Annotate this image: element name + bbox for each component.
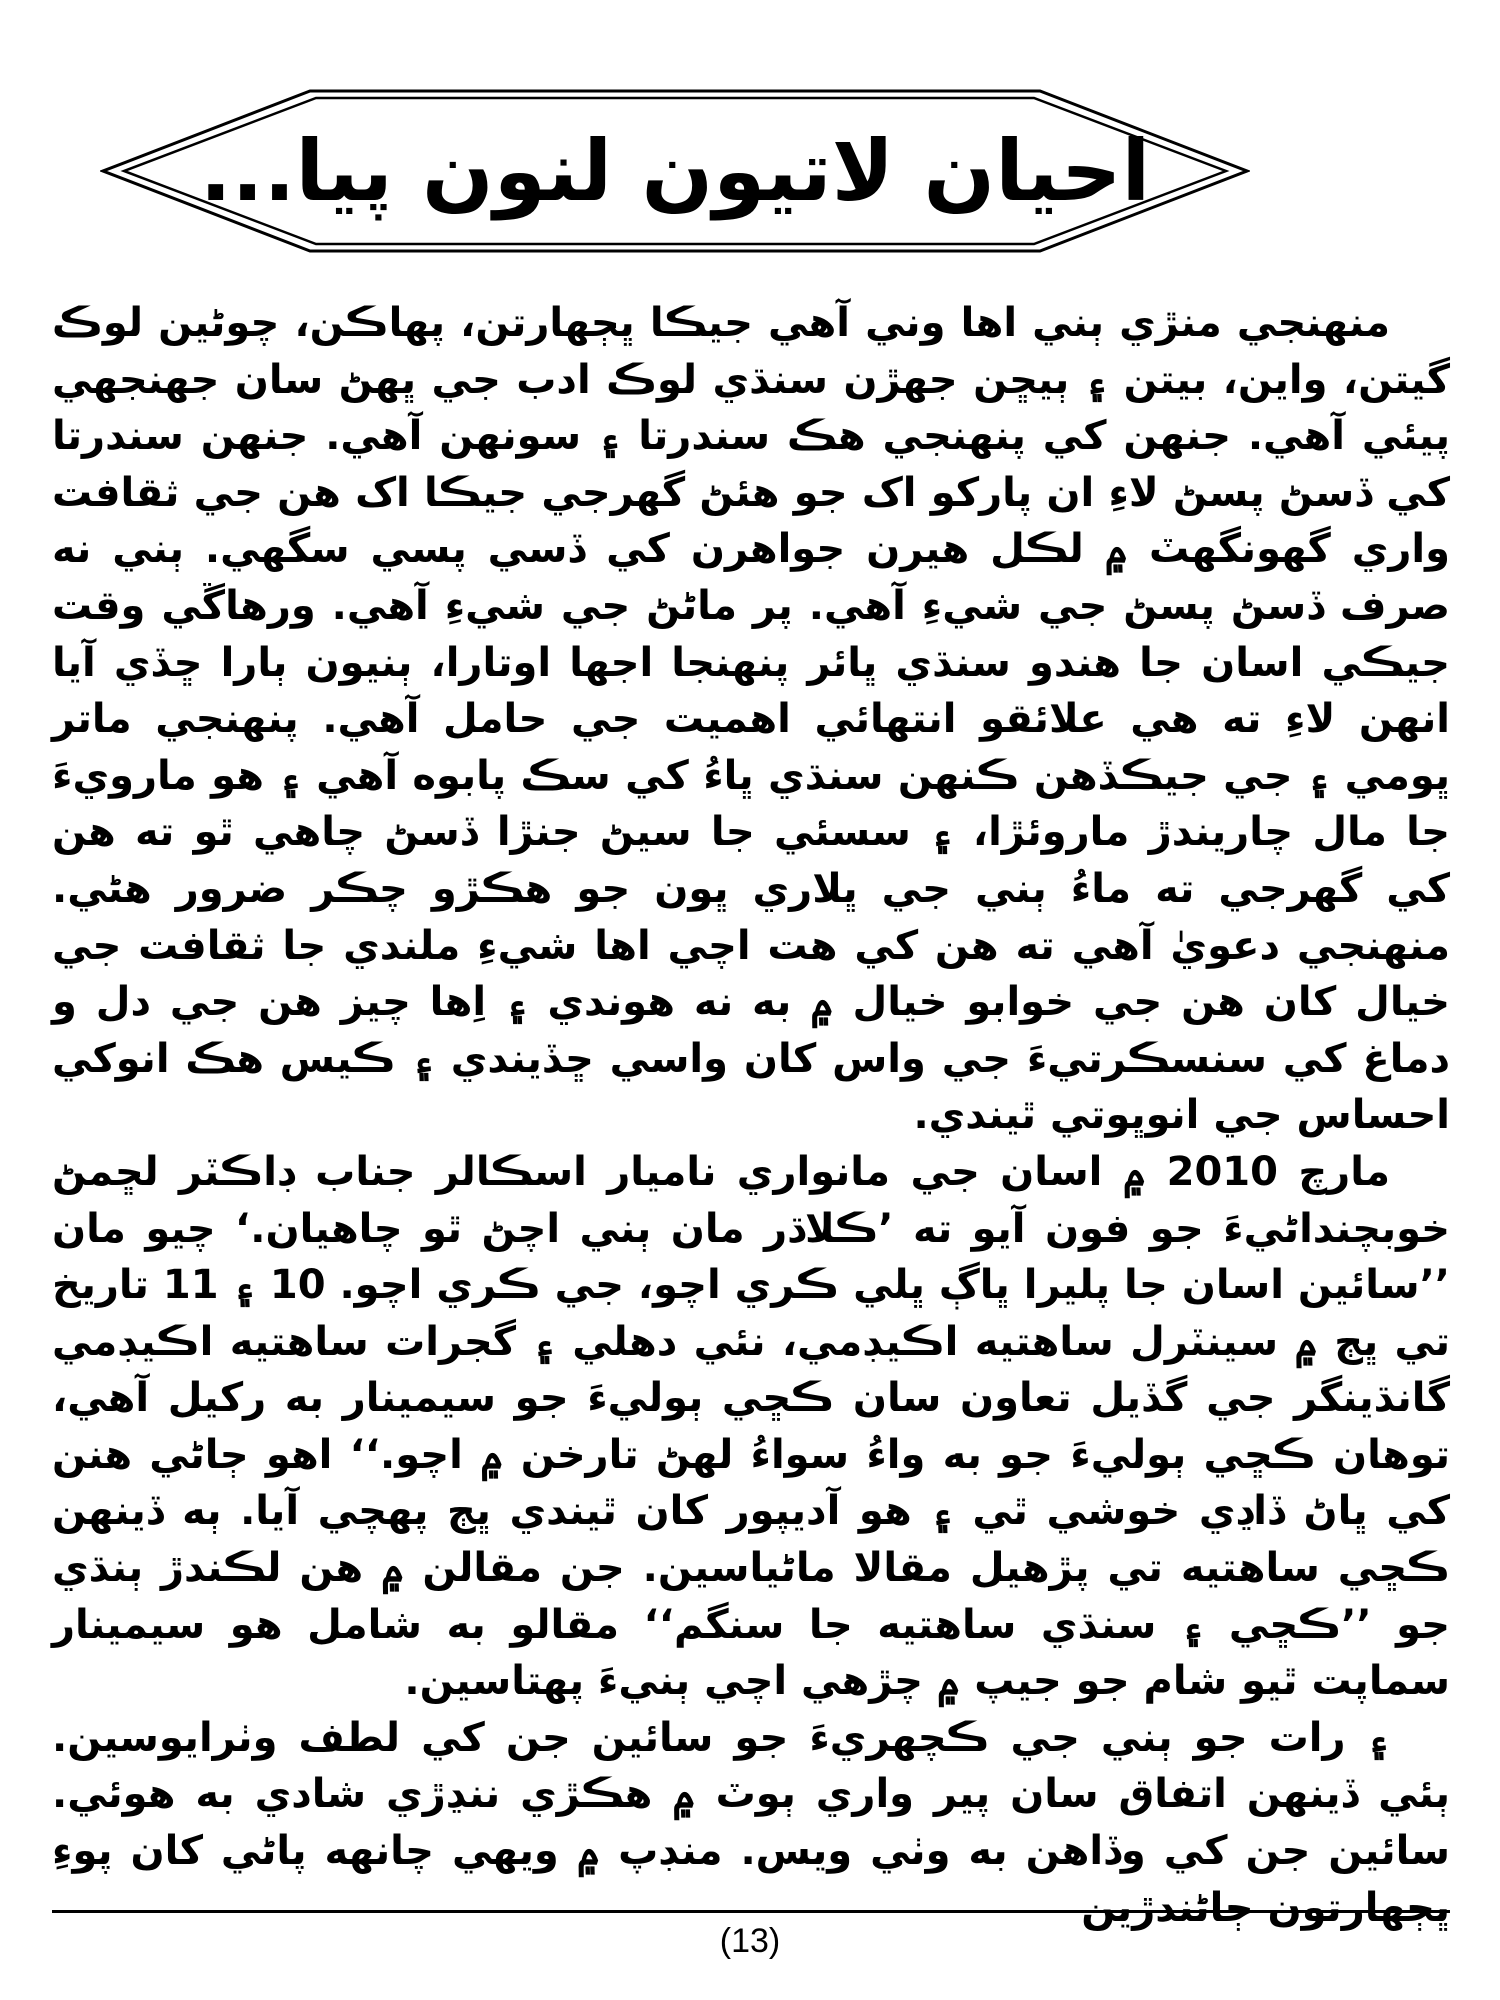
footer-divider [52, 1910, 1450, 1913]
title-banner [100, 88, 1250, 254]
paragraph: ۽ رات جو ٻني جي ڪچهريءَ جو سائين جن کي لطف وٺرايوسين. ٻئي ڏينهن اتفاق سان پير واري ٻوٽ ۾ هڪڙي ننڍڙي شادي به هوئي. سائين جن کي وڏاهن به وٺي ويس. منڊپ ۾ ويهي چانهه پاڻي کان پوءِ ڀڄهارتون ڄاڻندڙين [52, 1714, 1450, 1931]
paragraph: مارچ 2010 ۾ اسان جي مانواري ناميار اسڪالر جناب ڊاڪٽر لڇمڻ خوبچنداڻيءَ جو فون آيو ته ’ڪلاڌر مان ٻني اچڻ ٿو چاهيان.‘ چيو مان ’’سائين اسان جا پليرا ڀاڳ ڀلي ڪري اچو، جي ڪري اچو. 10 ۽ 11 تاريخ تي ڀڄ ۾ سينٽرل ساهتيه اڪيڊمي، نئي دهلي ۽ گجرات ساهتيه اڪيڊمي گانڌينگر جي گڏيل تعاون سان ڪڇي ٻوليءَ جو سيمينار به رکيل آهي، توهان ڪڇي ٻوليءَ جو به واءُ سواءُ لهڻ تارخن ۾ اچو.‘‘ اهو ڄاڻي هنن کي ڀاڻ ڏاڍي خوشي ٿي ۽ هو آديپور کان ٿيندي ڀڄ پهچي آيا. ٻه ڏينهن ڪڇي ساهتيه تي پڙهيل مقالا ماڻياسين. جن مقالن ۾ هن لڪندڙ ٻنڌي جو ’’ڪڇي ۽ سنڌي ساهتيه جا سنگم‘‘ مقالو به شامل هو سيمينار سماپت ٿيو شام جو جيپ ۾ چڙهي اچي ٻنيءَ پهتاسين. [52, 1148, 1450, 1705]
article-body [52, 295, 1450, 1936]
page-number: (13) [719, 1922, 781, 1960]
paragraph: منهنجي منڙي ٻني اها وني آهي جيڪا ڀڄهارتن، پهاڪن، چوڻين لوڪ گيتن، واين، بيتن ۽ ٻيڇن جهڙن سنڌي لوڪ ادب جي ڀهڻ سان جهنجهي پيئي آهي. جنهن کي پنهنجي هڪ سندرتا ۽ سونهن آهي. جنهن سندرتا کي ڏسڻ پسڻ لاءِ ان پارکو اک جو هئڻ گهرجي جيڪا اک هن جي ثقافت واري گهونگهٽ ۾ لڪل هيرن جواهرن کي ڏسي پسي سگهي. ٻني نه صرف ڏسڻ پسڻ جي شيءِ آهي. پر ماڻڻ جي شيءِ آهي. ورهاڱي وقت جيڪي اسان جا هندو سنڌي ڀائر پنهنجا اجها اوتارا، ٻنيون ٻارا ڇڏي آيا انهن لاءِ ته هي علائقو انتهائي اهميت جي حامل آهي. پنهنجي ماتر ڀومي ۽ جي جيڪڏهن ڪنهن سنڌي ڀاءُ کي سڪ پابوه آهي ۽ هو مارويءَ جا مال چاريندڙ ماروئڙا، ۽ سسئي جا سيڻ جنڙا ڏسڻ چاهي ٿو ته هن کي گهرجي ته ماءُ ٻني جي ڀلاري ڀون جو هڪڙو چڪر ضرور هڻي. منهنجي دعويٰ آهي ته هن کي هت اچي اها شيءِ ملندي جا ثقافت جي خيال کان هن جي خوابو خيال ۾ به نه هوندي ۽ اِها چيز هن جي دل و دماغ کي سنسڪرتيءَ جي واس کان واسي ڇڏيندي ۽ ڪيس هڪ انوکي احساس جي انوڀوتي ٿيندي. [52, 300, 1450, 1139]
page-title: احيان لاتيون لنون پيا... [199, 122, 1151, 220]
